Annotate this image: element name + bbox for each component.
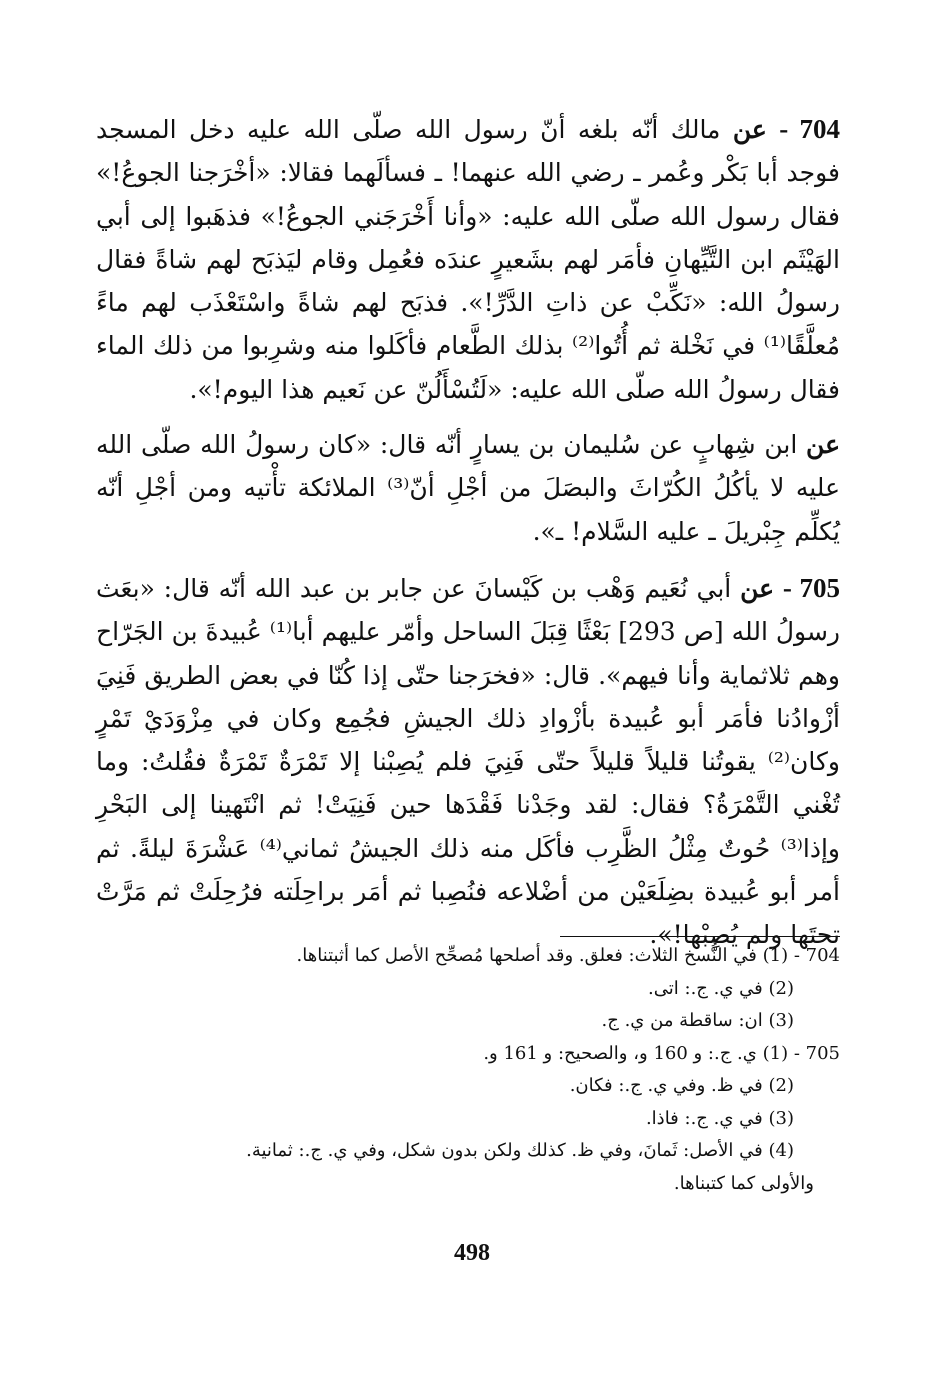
paragraph-704 [96, 108, 840, 411]
hadith-number: 704 - [779, 114, 841, 144]
hadith-number: 705 - [782, 572, 840, 603]
footnote: 704 - (1) في النُّسخ الثلاث: فعلق. وقد أصلحها مُصحِّح الأصل كما أثبتناها. [296, 945, 840, 966]
footnote: (3) ان: ساقطة من ي. ج. [601, 1010, 794, 1031]
paragraph-text: أبي نُعَيم وَهْب بن كَيْسانَ عن جابر بن عبد الله أنّه قال: «بعَث رسولُ الله [ص 293] بَعْثًا قِبَلَ الساحل وأمّر عليهم أبا⁽¹⁾ عُبيدةَ بن الجَرّاح وهم ثلاثماية وأنا فيهم». قال: «فخرَجنا حتّى إذا كُنّا في بعض الطريق فَنِيَ أزْوادُنا فأمَر أبو عُبيدة بأزْوادِ ذلك الجيشِ فجُمِع وكان في مِزْوَدَيْ تَمْرٍ وكان⁽²⁾ يقوتُنا قليلاً قليلاً حتّى فَنِيَ فلم يُصِبْنا إلا تَمْرَةٌ تَمْرَةٌ فقُلتُ: وما تُغْني التَّمْرَةُ؟ فقال: لقد وجَدْنا فَقْدَها حين فَنِيَتْ! ثم انْتَهينا إلى البَحْرِ وإذا⁽³⁾ حُوتٌ مِثْلُ الظَّرِب فأكَل منه ذلك الجيشُ ثماني⁽⁴⁾ عَشْرَةَ ليلةً. ثم أمر أبو عُبيدة بضِلَعَيْن من أضْلاعه فنُصِبا ثم أمَر براحِلَته فرُحِلَتْ ثم مَرَّتْ تحتَها ولم يُصِبْها!». [96, 573, 840, 950]
footnote: 705 - (1) ي. ج.: و 160 و، والصحيح: و 161 و. [483, 1042, 840, 1064]
footnote: والأولى كما كتبناها. [673, 1172, 814, 1194]
paragraph-lead: عن [806, 430, 840, 460]
paragraph-705 [96, 567, 840, 957]
paragraph-text: مالك أنّه بلغه أنّ رسول الله صلّى الله عليه دخل المسجد فوجد أبا بَكْر وعُمر ـ رضي الله عنهما! ـ فسألَهما فقالا: «أخْرَجنا الجوعُ!» فقال رسول الله صلّى الله عليه: «وأنا أَخْرَجَني الجوعُ!» فذهَبوا إلى أبي الهَيْثَم ابن التَّيِّهانِ فأمَر لهم بشَعيرٍ عندَه فعُمِل وقام ليَذبَح لهم شاةً فقال رسولُ الله: «نَكِّبْ عن ذاتِ الدَّرِّ!». فذبَح لهم شاةً واسْتَعْذَب لهم ماءً مُعلَّقًا⁽¹⁾ في نَخْلة ثم أُتُوا⁽²⁾ بذلك الطَّعام فأكَلوا منه وشرِبوا من ذلك الماء فقال رسولُ الله صلّى الله عليه: «لَتُسْأَلُنّ عن نَعيم هذا اليوم!». [96, 115, 840, 404]
paragraph-lead: عن [732, 115, 767, 144]
footnote: (2) في ي. ج.: اتى. [648, 977, 794, 999]
paragraph-text: ابن شِهابٍ عن سُليمان بن يسارٍ أنّه قال: «كان رسولُ الله صلّى الله عليه لا يأكُلُ الكُرّاثَ والبصَلَ من أجْلِ أنّ⁽³⁾ الملائكة تأْتيه ومن أجْلِ أنّه يُكلِّم جِبْريلَ ـ عليه السَّلام! ـ». [96, 430, 840, 546]
paragraph-ibn-shihab [96, 423, 840, 553]
footnote: (4) في الأصل: ثَمانَ، وفي ظ. كذلك ولكن بدون شكل، وفي ي. ج.: ثمانية. [246, 1140, 794, 1161]
footnote: (2) في ظ. وفي ي. ج.: فكان. [569, 1075, 794, 1096]
footnotes [150, 940, 840, 1200]
footnote: (3) في ي. ج.: فاذا. [645, 1107, 794, 1129]
footnote-divider [560, 936, 840, 937]
paragraph-lead: عن [740, 573, 775, 603]
page-number: 498 [454, 1240, 490, 1266]
main-text [96, 108, 840, 957]
